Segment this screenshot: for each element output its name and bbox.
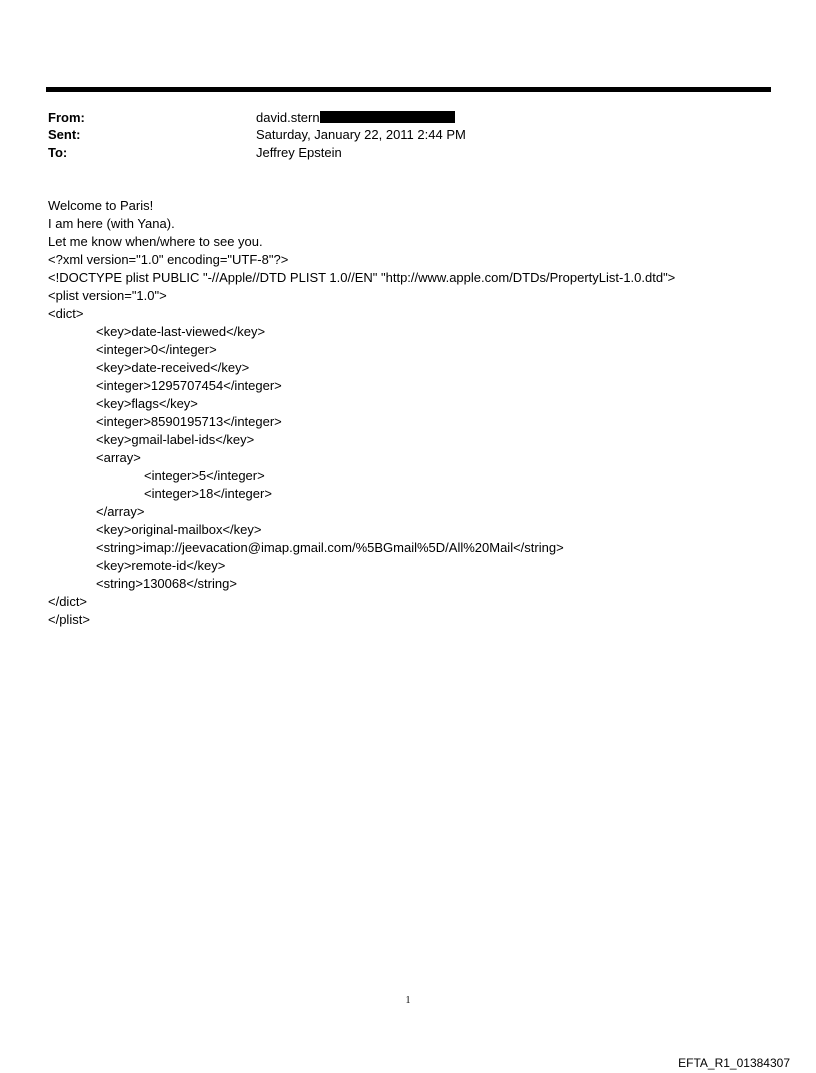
to-label: To: [48, 145, 68, 160]
body-line: <integer>1295707454</integer> [96, 378, 282, 393]
body-line: <array> [96, 450, 141, 465]
body-line: <integer>5</integer> [144, 468, 265, 483]
body-line: <integer>18</integer> [144, 486, 272, 501]
body-line: <key>flags</key> [96, 396, 198, 411]
to-value: Jeffrey Epstein [256, 145, 342, 160]
body-line: Let me know when/where to see you. [48, 234, 263, 249]
body-line: <key>original-mailbox</key> [96, 522, 262, 537]
header-rule [46, 87, 771, 92]
body-line: <integer>0</integer> [96, 342, 217, 357]
sent-value: Saturday, January 22, 2011 2:44 PM [256, 127, 466, 142]
body-line: </dict> [48, 594, 88, 609]
redaction-bar [320, 111, 455, 123]
body-line: Welcome to Paris! [48, 198, 154, 213]
bates-number: EFTA_R1_01384307 [678, 1056, 790, 1070]
body-line: I am here (with Yana). [48, 216, 175, 231]
body-line: </array> [96, 504, 145, 519]
body-line: <key>gmail-label-ids</key> [96, 432, 255, 447]
body-line: <?xml version="1.0" encoding="UTF-8"?> [48, 252, 289, 267]
body-line: <integer>8590195713</integer> [96, 414, 282, 429]
from-address: david.stern [256, 110, 320, 125]
body-line: <key>remote-id</key> [96, 558, 226, 573]
email-body [48, 197, 788, 629]
body-line: </plist> [48, 612, 90, 627]
body-line: <dict> [48, 306, 84, 321]
body-line: <key>date-received</key> [96, 360, 250, 375]
from-label: From: [48, 110, 85, 125]
body-line: <key>date-last-viewed</key> [96, 324, 266, 339]
body-line: <string>130068</string> [96, 576, 237, 591]
body-line: <plist version="1.0"> [48, 288, 167, 303]
page-number: 1 [405, 995, 411, 1006]
body-line: <string>imap://jeevacation@imap.gmail.com/%5BGmail%5D/All%20Mail</string> [96, 540, 564, 555]
body-line: <!DOCTYPE plist PUBLIC "-//Apple//DTD PLIST 1.0//EN" "http://www.apple.com/DTDs/PropertyList-1.0.dtd"> [48, 270, 676, 285]
from-value [256, 109, 455, 127]
sent-label: Sent: [48, 127, 81, 142]
